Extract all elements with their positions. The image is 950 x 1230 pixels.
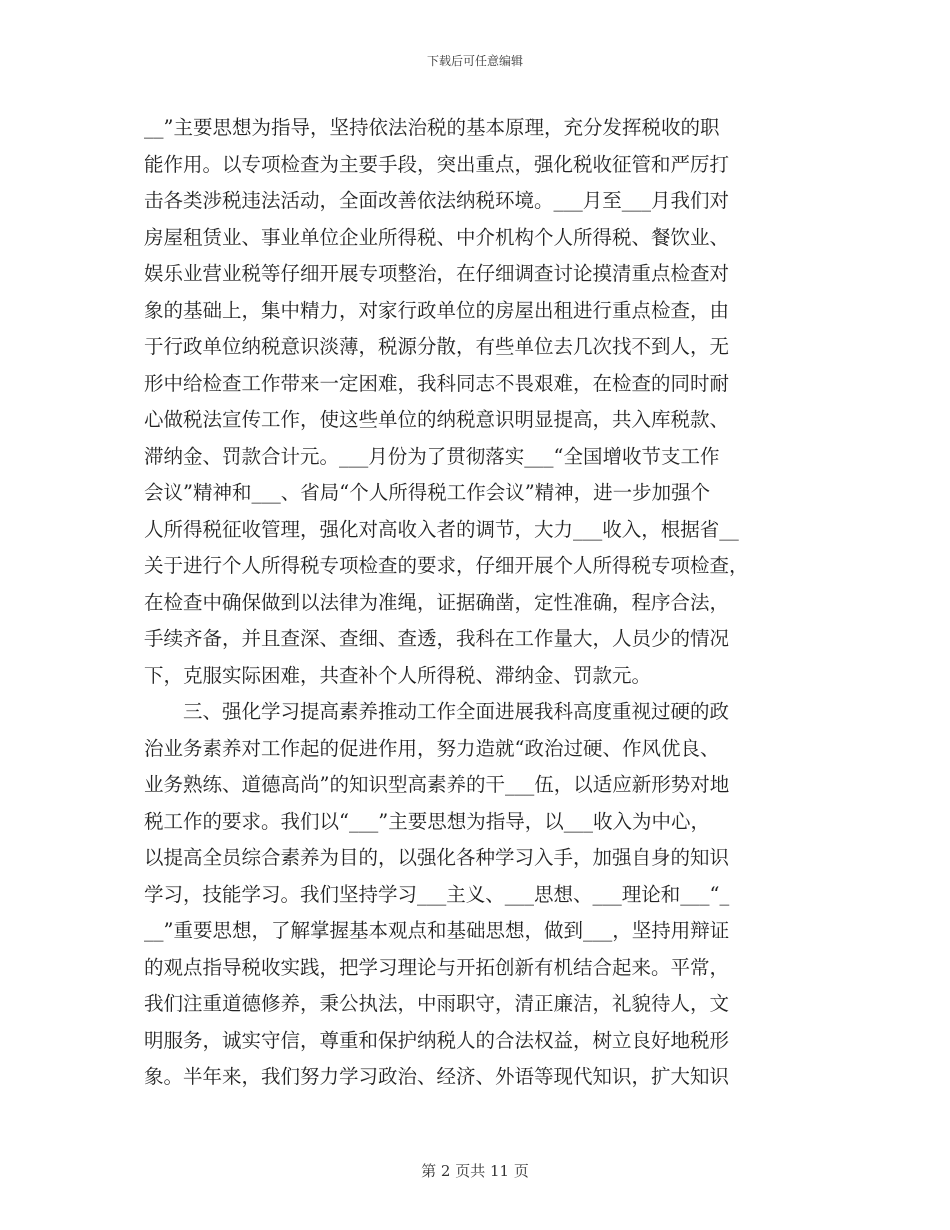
body-line: 于行政单位纳税意识淡薄，税源分散，有些单位去几次找不到人，无 [144,335,730,358]
body-line: 我们注重道德修养，秉公执法，中雨职守，清正廉洁，礼貌待人，文 [144,992,730,1015]
body-line: 关于进行个人所得税专项检查的要求，仔细开展个人所得税专项检查， [144,554,749,577]
body-line: 会议”精神和___、省局“个人所得税工作会议”精神，进一步加强个 [144,481,711,504]
body-line: 手续齐备，并且查深、查细、查透，我科在工作量大，人员少的情况 [144,627,730,650]
body-line: 业务熟练、道德高尚”的知识型高素养的干___伍，以适应新形势对地 [144,773,730,796]
body-line: __”主要思想为指导，坚持依法治税的基本原理，充分发挥税收的职 [144,116,720,139]
page-header: 下载后可任意编辑 [426,54,523,68]
document-body [144,110,810,1096]
body-line: 人所得税征收管理，强化对高收入者的调节，大力___收入，根据省__ [144,517,739,541]
body-line: 学习，技能学习。我们坚持学习___主义、___思想、___理论和___“_ [144,882,730,906]
body-line: 治业务素养对工作起的促进作用，努力造就“政治过硬、作风优良、 [144,736,720,760]
body-line: 象的基础上，集中精力，对家行政单位的房屋出租进行重点检查，由 [144,298,730,322]
body-line: 滞纳金、罚款合计元。___月份为了贯彻落实___“全国增收节支工作 [144,444,720,468]
body-line: 在检查中确保做到以法律为准绳，证据确凿，定性准确，程序合法， [144,590,730,614]
body-line: 击各类涉税违法活动，全面改善依法纳税环境。___月至___月我们对 [144,189,730,212]
body-line: 三、强化学习提高素养推动工作全面进展我科高度重视过硬的政 [144,700,730,723]
body-line: 娱乐业营业税等仔细开展专项整治，在仔细调查讨论摸清重点检查对 [144,262,730,285]
body-line: 能作用。以专项检查为主要手段，突出重点，强化税收征管和严厉打 [144,152,730,176]
body-line: 象。半年来，我们努力学习政治、经济、外语等现代知识，扩大知识 [144,1065,730,1088]
body-line: 以提高全员综合素养为目的，以强化各种学习入手，加强自身的知识 [144,846,730,869]
body-line: 税工作的要求。我们以“___”主要思想为指导，以___收入为中心， [144,809,710,833]
body-line: 下，克服实际困难，共查补个人所得税、滞纳金、罚款元。 [144,663,652,687]
body-line: 心做税法宣传工作，使这些单位的纳税意识明显提高，共入库税款、 [144,408,730,431]
body-line: 明服务，诚实守信，尊重和保护纳税人的合法权益，树立良好地税形 [144,1028,730,1052]
page-footer: 第 2 页共 11 页 [421,1162,529,1180]
body-line: 的观点指导税收实践，把学习理论与开拓创新有机结合起来。平常， [144,955,730,979]
body-line: 房屋租赁业、事业单位企业所得税、中介机构个人所得税、餐饮业、 [144,225,730,249]
body-line: 形中给检查工作带来一定困难，我科同志不畏艰难，在检查的同时耐 [144,371,730,395]
body-line: __”重要思想，了解掌握基本观点和基础思想，做到___，坚持用辩证 [144,919,730,942]
